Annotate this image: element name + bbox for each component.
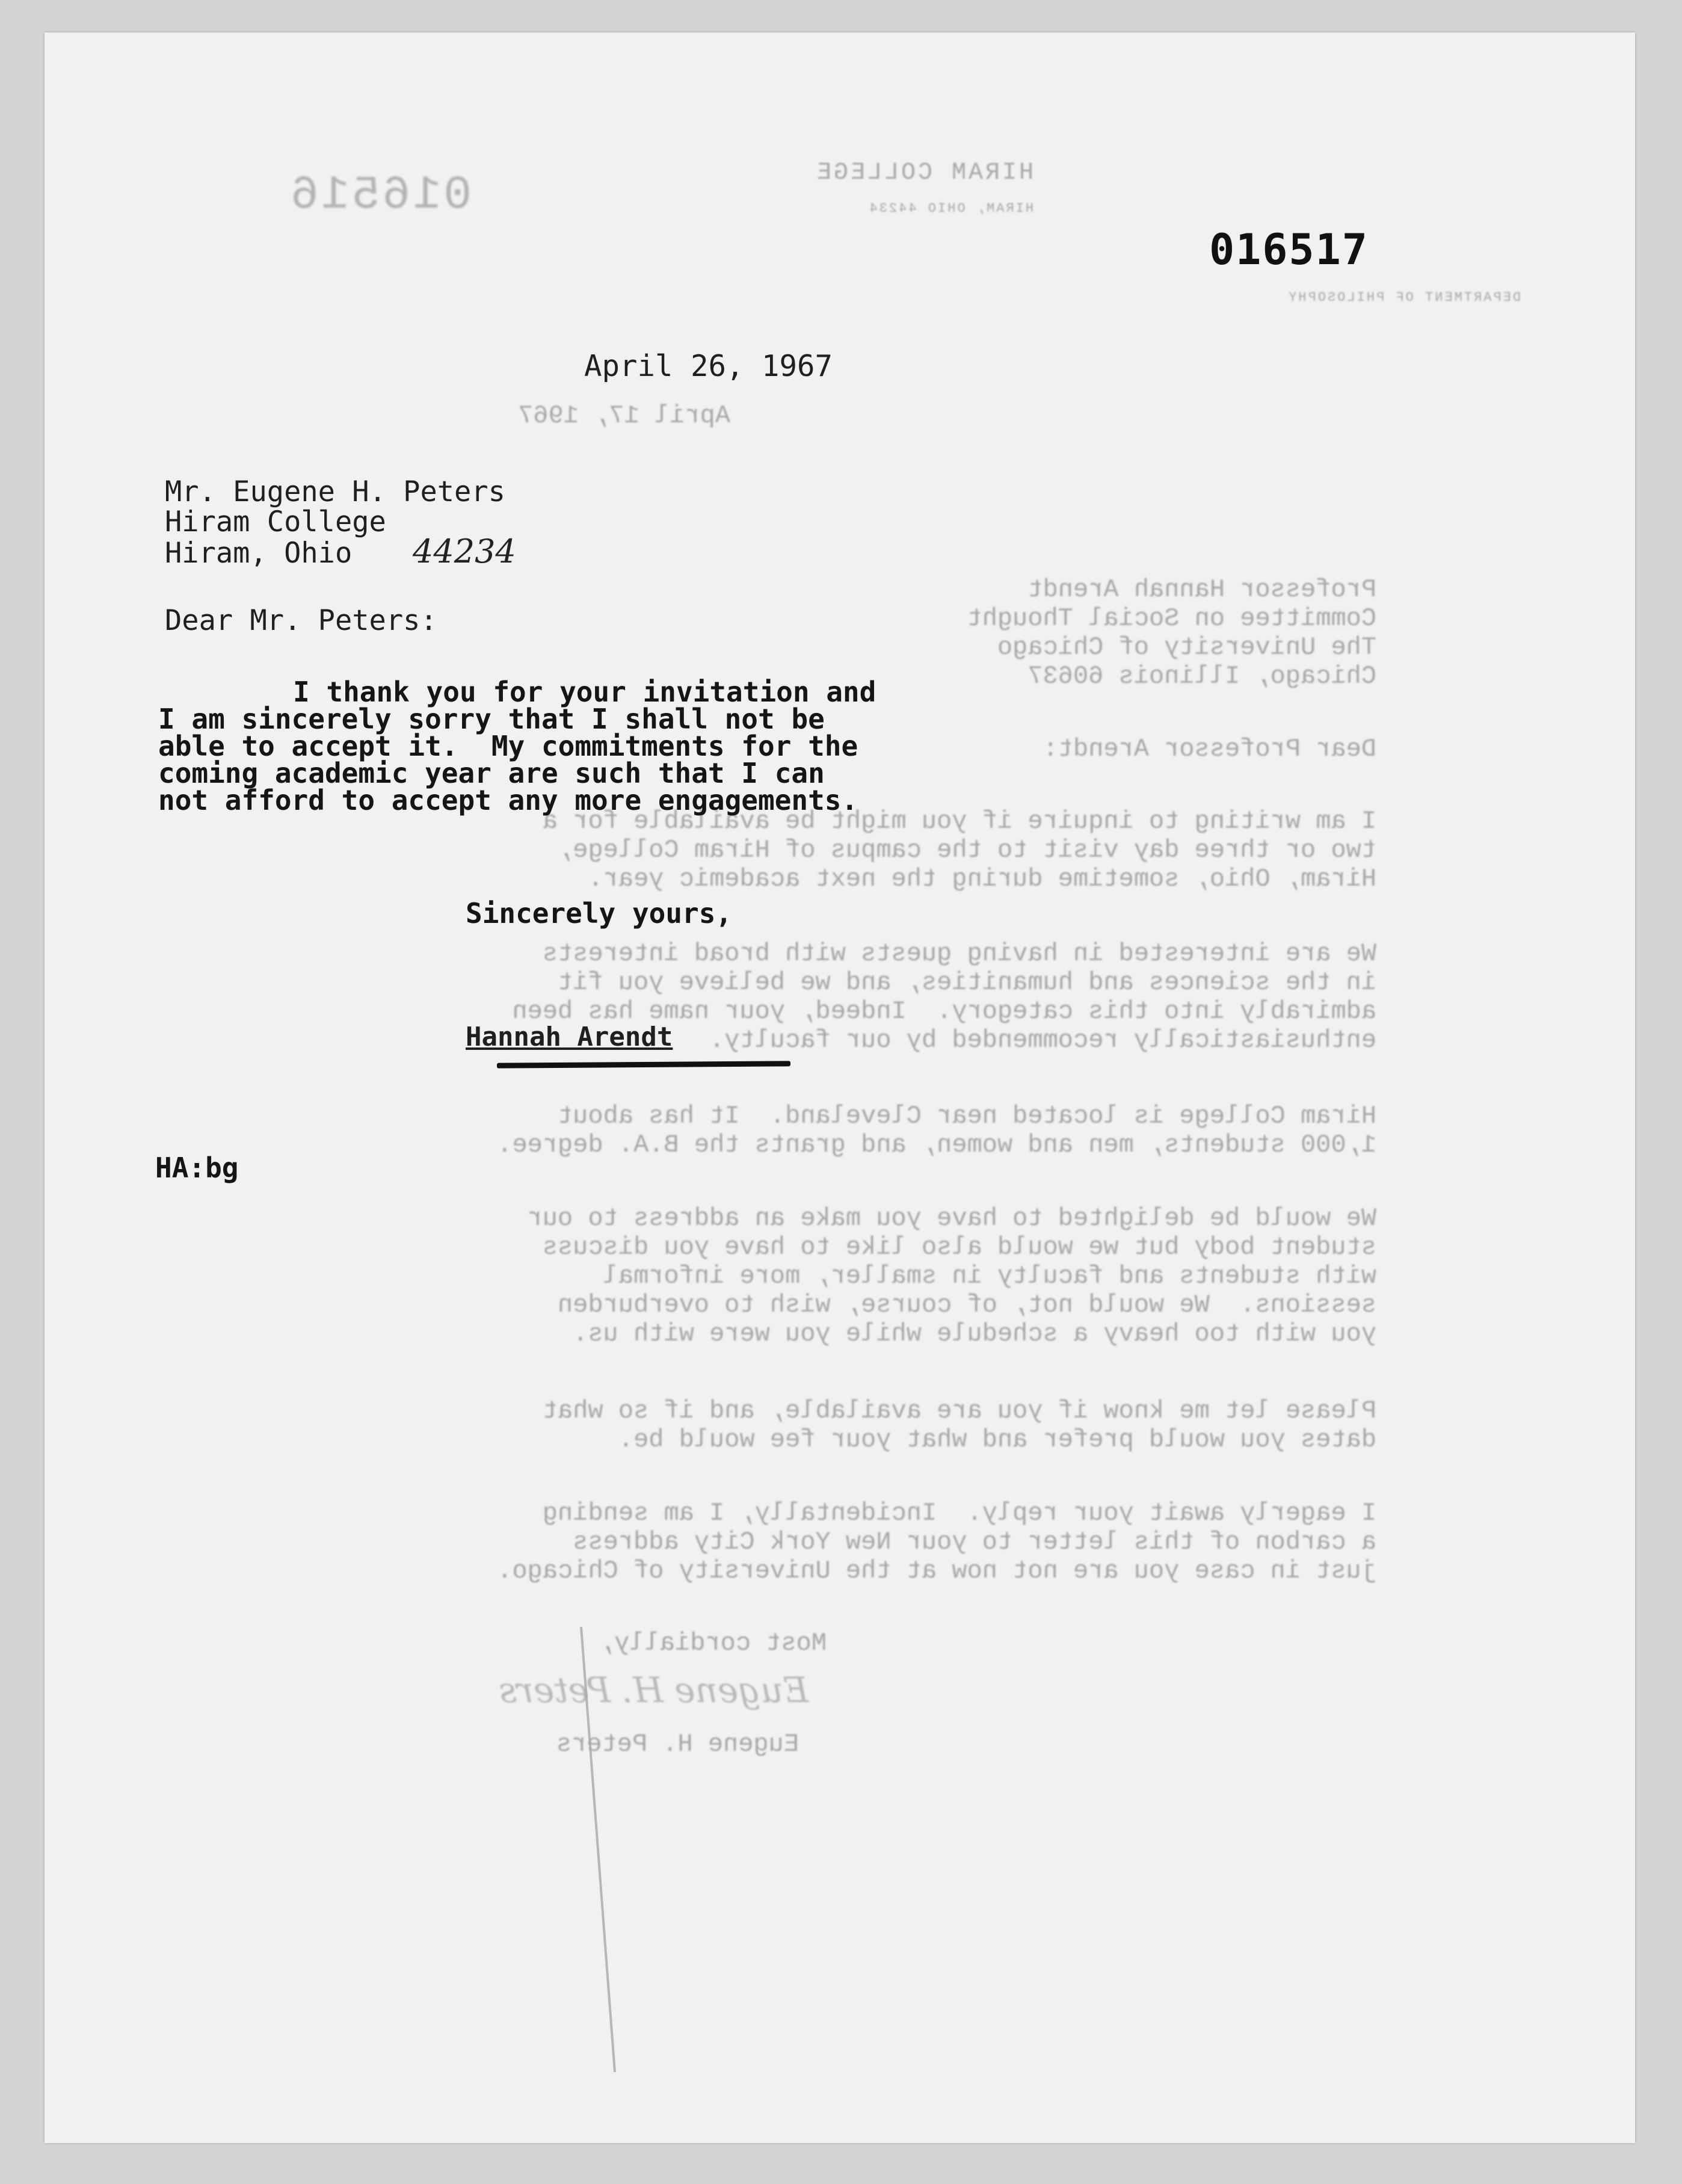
bleed-paragraph-line: student body but we would also like to have you discuss bbox=[542, 1233, 1376, 1262]
bleed-paragraph-line: a carbon of this letter to your New York City address bbox=[573, 1528, 1376, 1556]
salutation: Dear Mr. Peters: bbox=[165, 604, 437, 637]
bleed-paragraph-line: just in case you are not now at the University of Chicago. bbox=[497, 1556, 1376, 1585]
bleed-paragraph-line: We would be delighted to have you make an address to our bbox=[527, 1204, 1376, 1233]
bleed-pen-stroke bbox=[557, 1615, 1098, 2096]
recipient-zip: 44234 bbox=[413, 532, 516, 570]
bleed-address-line: The University of Chicago bbox=[997, 633, 1376, 662]
recipient-city: Hiram, Ohio bbox=[165, 537, 353, 570]
signature-name: Hannah Arendt bbox=[466, 1022, 673, 1052]
letter-date: April 26, 1967 bbox=[584, 349, 833, 383]
body-line: not afford to accept any more engagements. bbox=[158, 784, 858, 816]
bleed-letterhead-sub: HIRAM, OHIO 44234 bbox=[867, 201, 1034, 216]
letter-page bbox=[45, 32, 1635, 2143]
bleed-department: DEPARTMENT OF PHILOSOPHY bbox=[1287, 290, 1521, 305]
bleed-signature: Eugene H. Peters bbox=[499, 1670, 809, 1710]
bleed-paragraph-line: you with too heavy a schedule while you were with us. bbox=[573, 1319, 1376, 1348]
bleed-document-number: 016516 bbox=[288, 169, 472, 222]
body-line: able to accept it. My commitments for the bbox=[158, 730, 858, 762]
bleed-paragraph-line: I eagerly await your reply. Incidentally, I am sending bbox=[542, 1499, 1376, 1528]
document-number: 016517 bbox=[1209, 225, 1369, 274]
bleed-paragraph-line: in the sciences and humanities, and we believe you fit bbox=[557, 968, 1376, 997]
bleed-letterhead: HIRAM COLLEGE bbox=[814, 159, 1034, 187]
bleed-paragraph-line: Hiram College is located near Cleveland. It has about bbox=[557, 1102, 1376, 1131]
bleed-typed-name: Eugene H. Peters bbox=[556, 1730, 799, 1759]
bleed-paragraph-line: I am writing to inquire if you might be available for a bbox=[542, 807, 1376, 836]
bleed-paragraph-line: We are interested in having guests with broad interests bbox=[542, 939, 1376, 968]
bleed-paragraph-line: enthusiastically recommended by our faculty. bbox=[709, 1026, 1376, 1055]
recipient-institution: Hiram College bbox=[165, 505, 386, 538]
bleed-address-line: Professor Hannah Arendt bbox=[1027, 575, 1376, 604]
bleed-paragraph-line: sessions. We would not, of course, wish to overburden bbox=[557, 1291, 1376, 1319]
body-line: I thank you for your invitation and bbox=[293, 676, 876, 708]
bleed-paragraph-line: with students and faculty in smaller, more informal bbox=[603, 1262, 1376, 1291]
bleed-paragraph-line: Hiram, Ohio, sometime during the next academic year. bbox=[588, 865, 1376, 893]
body-line: I am sincerely sorry that I shall not be bbox=[158, 703, 825, 735]
bleed-paragraph-line: dates you would prefer and what your fee would be. bbox=[618, 1425, 1376, 1454]
body-line: coming academic year are such that I can bbox=[158, 757, 825, 789]
bleed-closing: Most cordially, bbox=[599, 1629, 827, 1658]
recipient-name: Mr. Eugene H. Peters bbox=[165, 475, 505, 508]
bleed-paragraph-line: 1,000 students, men and women, and grants the B.A. degree. bbox=[497, 1131, 1376, 1159]
bleed-paragraph-line: admirably into this category. Indeed, your name has been bbox=[512, 997, 1376, 1026]
bleed-paragraph-line: two or three day visit to the campus of Hiram College, bbox=[557, 836, 1376, 865]
bleed-date: April 17, 1967 bbox=[518, 401, 730, 430]
typist-initials: HA:bg bbox=[155, 1152, 239, 1184]
bleed-salutation: Dear Professor Arendt: bbox=[1043, 735, 1376, 763]
bleed-address-line: Committee on Social Thought bbox=[967, 604, 1376, 633]
bleed-paragraph-line: Please let me know if you are available, and if so what bbox=[542, 1396, 1376, 1425]
closing: Sincerely yours, bbox=[466, 897, 733, 930]
bleed-address-line: Chicago, Illinois 60637 bbox=[1027, 662, 1376, 691]
